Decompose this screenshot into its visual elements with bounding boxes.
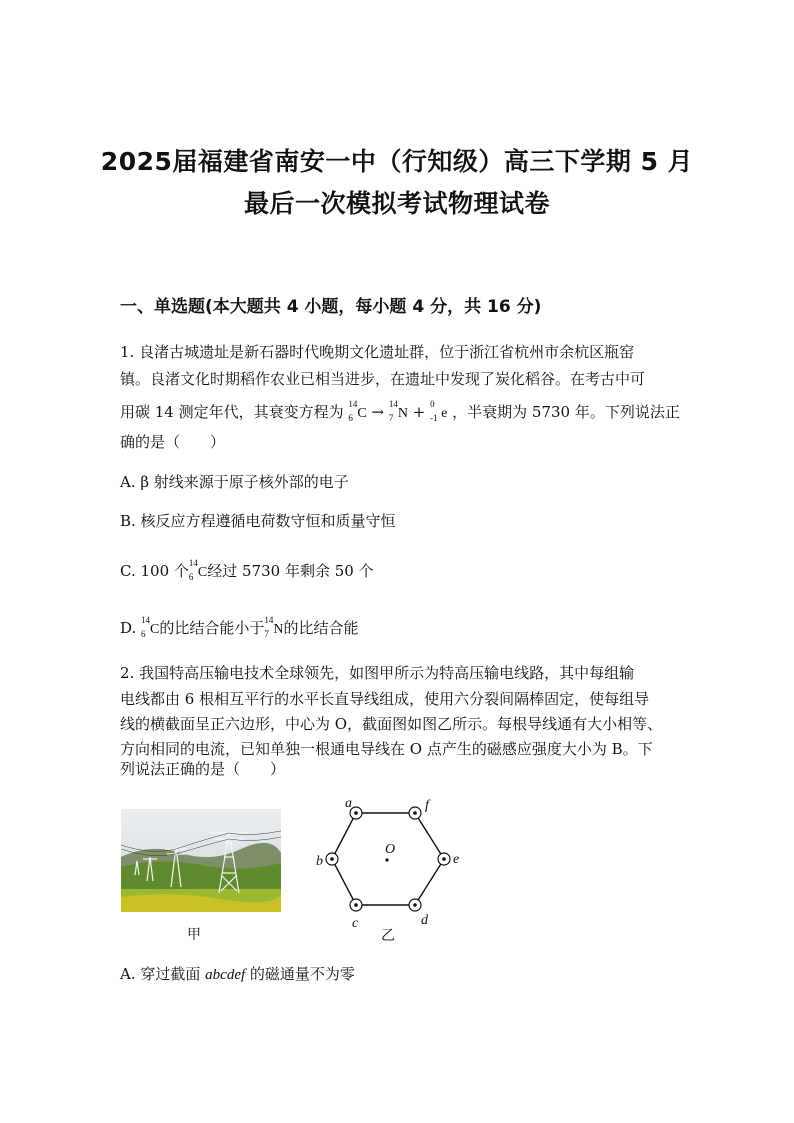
hex-center-label: O bbox=[385, 842, 396, 857]
figure-b-caption: 乙 bbox=[381, 928, 395, 944]
hexagon-diagram bbox=[312, 795, 472, 939]
q1-line-3-pre: 用碳 14 测定年代，其衰变方程为 bbox=[120, 403, 344, 421]
q2-line-2: 电线都由 6 根相互平行的水平长直导线组成，使用六分裂间隔棒固定，使每组导 bbox=[120, 690, 650, 708]
q1-option-c bbox=[120, 560, 374, 581]
nuclide-c14: 14 6 C bbox=[188, 558, 208, 582]
hex-label-c: c bbox=[352, 916, 359, 931]
nuclide-n14: 14 7 N bbox=[264, 615, 284, 639]
q2-option-a bbox=[120, 963, 355, 984]
nuclide-c14: 14 6 C bbox=[141, 615, 160, 639]
q2-line-1: 2. 我国特高压输电技术全球领先，如图甲所示为特高压输电线路，其中每组输 bbox=[120, 664, 635, 682]
q1-option-a: A. β 射线来源于原子核外部的电子 bbox=[120, 473, 349, 491]
q2-line-4: 方向相同的电流，已知单独一根通电导线在 O 点产生的磁感应强度大小为 B。下 bbox=[120, 740, 653, 758]
q1-option-d-post: 的比结合能 bbox=[283, 619, 359, 637]
q2-option-a-pre: A. 穿过截面 bbox=[120, 965, 201, 983]
nuclide-n14: 14 7 N bbox=[388, 399, 409, 423]
q1-option-b: B. 核反应方程遵循电荷数守恒和质量守恒 bbox=[120, 512, 396, 530]
section-heading: 一、单选题(本大题共 4 小题，每小题 4 分，共 16 分) bbox=[120, 297, 542, 317]
q2-line-5: 列说法正确的是（ ） bbox=[120, 760, 286, 778]
plus: + bbox=[412, 403, 426, 421]
hex-label-e: e bbox=[453, 852, 460, 867]
nuclide-c14: 14 6 C bbox=[348, 399, 367, 423]
q1-line-4: 确的是（ ） bbox=[120, 433, 226, 451]
figure-a-caption: 甲 bbox=[187, 927, 201, 943]
hex-label-d: d bbox=[421, 913, 428, 928]
q2-option-a-post: 的磁通量不为零 bbox=[249, 965, 355, 983]
arrow: → bbox=[371, 403, 385, 421]
transmission-tower-photo bbox=[121, 809, 281, 912]
q1-option-d-mid: 的比结合能小于 bbox=[159, 619, 265, 637]
q1-option-d bbox=[120, 617, 359, 638]
q2-option-a-var: abcdef bbox=[205, 967, 246, 983]
q1-line-1: 1. 良渚古城遗址是新石器时代晚期文化遗址群，位于浙江省杭州市余杭区瓶窑 bbox=[120, 343, 635, 361]
q1-line-3 bbox=[120, 401, 680, 422]
title-line-1: 2025届福建省南安一中（行知级）高三下学期 5 月 bbox=[100, 147, 694, 176]
hex-label-f: f bbox=[425, 798, 429, 813]
title-line-2: 最后一次模拟考试物理试卷 bbox=[243, 189, 550, 218]
q1-option-c-pre: C. 100 个 bbox=[120, 562, 189, 580]
hex-label-b: b bbox=[316, 854, 323, 869]
q1-line-2: 镇。良渚文化时期稻作农业已相当进步，在遗址中发现了炭化稻谷。在考古中可 bbox=[120, 370, 646, 388]
q2-line-3: 线的横截面呈正六边形，中心为 O，截面图如图乙所示。每根导线通有大小相等、 bbox=[120, 715, 663, 733]
q1-line-3-post: ，半衰期为 5730 年。下列说法正 bbox=[452, 403, 680, 421]
q1-option-d-pre: D. bbox=[120, 619, 137, 637]
hex-label-a: a bbox=[345, 796, 352, 811]
nuclide-electron: 0 -1 e bbox=[430, 399, 448, 423]
decay-equation bbox=[348, 399, 452, 423]
q1-option-c-post: 经过 5730 年剩余 50 个 bbox=[207, 562, 374, 580]
